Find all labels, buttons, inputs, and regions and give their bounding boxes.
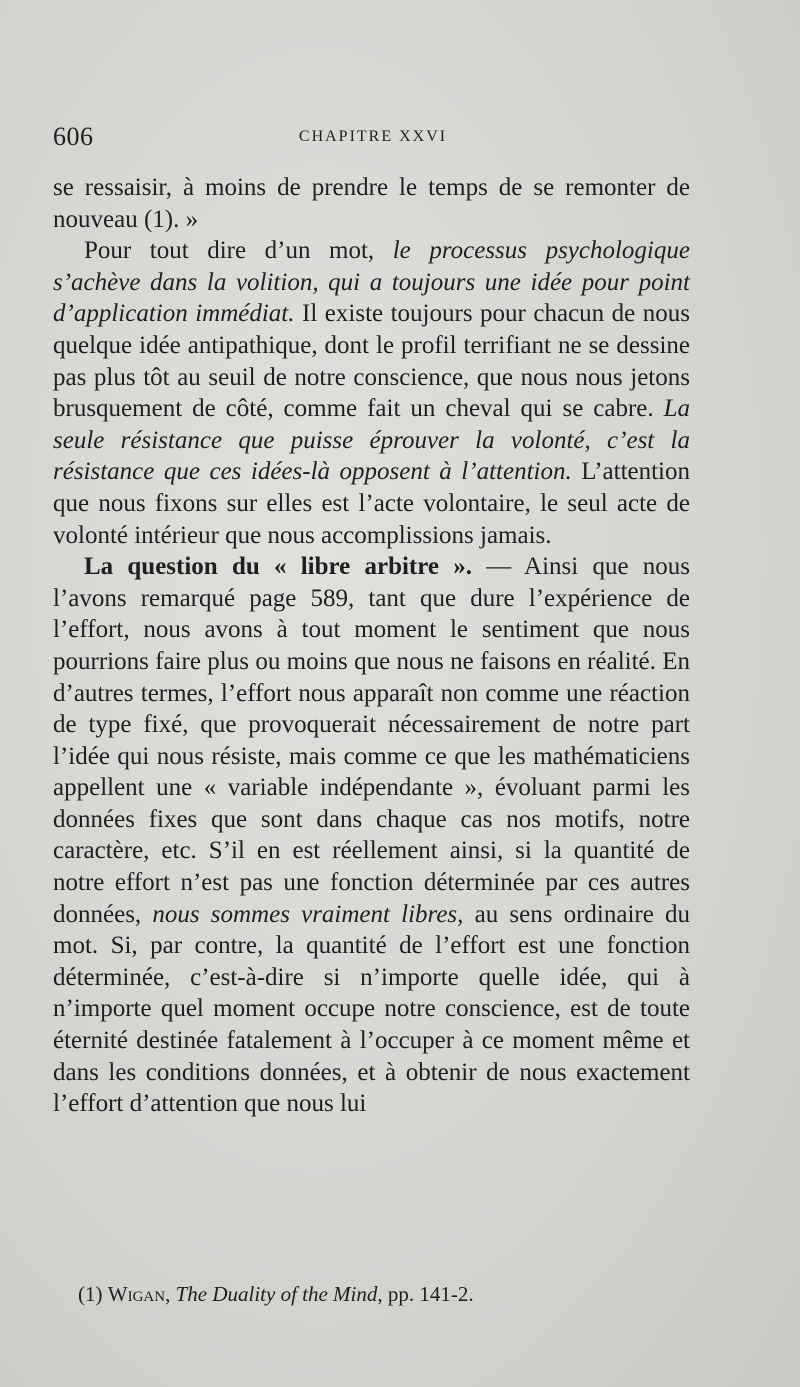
paragraph-text: — Ainsi que nous l’avons remarqué page 589, tant que dure l’expérience de l’effort, nous avons à tout moment le sentiment que nous pourrions faire plus ou moins que nous ne faisons en réalité. En d’autres termes, l’effort nous apparaît non comme une réaction de type fixé, que provoquerait nécessairement de notre part l’idée qui nous résiste, mais comme ce que les mathématiciens appellent une « variable indépendante », évoluant parmi les données fixes que sont dans chaque cas nos motifs, notre caractère, etc. S’il en est réellement ainsi, si la quantité de notre effort n’est pas une fonction déterminée par ces autres données, — [53, 553, 691, 928]
page-header — [53, 118, 693, 154]
footnote-marker: (1) — [78, 1282, 103, 1306]
page-number: 606 — [53, 122, 94, 151]
footnote-pages: , pp. 141-2. — [377, 1282, 474, 1306]
body-text — [53, 172, 690, 1120]
paragraph-volition — [53, 235, 690, 551]
paragraph-free-will — [53, 551, 690, 1120]
paragraph-continuation — [53, 172, 690, 235]
paragraph-text: L’attention que nous fixons sur elles est l’acte volontaire, le seul acte de volonté intérieur que nous accomplissions jamais. — [53, 458, 690, 549]
footnote-author: Wigan — [107, 1282, 166, 1306]
footnote-title: The Duality of the Mind — [175, 1282, 378, 1306]
footnote: (1) Wigan, The Duality of the Mind, pp. 141-2. — [78, 1282, 474, 1306]
italic-emphasis: le processus psychologique s’achève dans la volition, qui a toujours une idée pour point d’application immédiat. — [53, 237, 690, 328]
section-heading: La question du « libre arbitre ». — [84, 553, 472, 581]
paragraph-text: Il existe toujours pour chacun de nous quelque idée antipathique, dont le profil terrifiant ne se dessine pas plus tôt au seuil de notre conscience, que nous nous jetons brusquement de côté, comme fait un cheval qui se cabre. — [53, 300, 691, 423]
italic-emphasis: La seule résistance que puisse éprouver la volonté, c’est la résistance que ces idées-là opposent à l’attention. — [53, 395, 690, 486]
running-head: CHAPITRE XXVI — [298, 128, 448, 145]
paragraph-text: Pour tout dire d’un mot, — [84, 237, 393, 265]
paragraph-text: au sens ordinaire du mot. Si, par contre, la quantité de l’effort est une fonction déterminée, c’est-à-dire si n’importe quelle idée, qui à n’importe quel moment occupe notre conscience, est de toute éternité destinée fatalement à l’occuper à ce moment même et dans les conditions données, et à obtenir de nous exactement l’effort d’attention que nous lui — [53, 900, 691, 1118]
paragraph-text: se ressaisir, à moins de prendre le temps de se remonter de nouveau (1). » — [53, 174, 690, 233]
italic-emphasis: nous sommes vraiment libres, — [152, 900, 464, 928]
